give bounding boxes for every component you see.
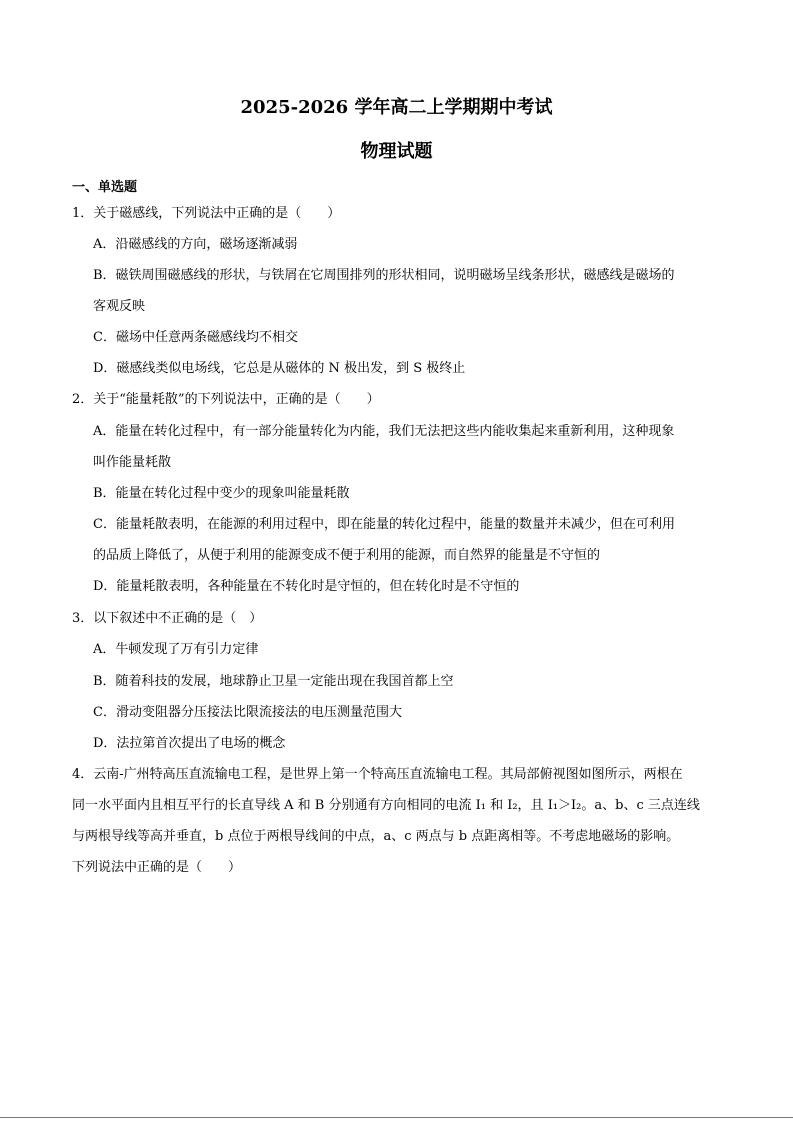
question-1-option-d: D．磁感线类似电场线，它总是从磁体的 N 极出发，到 S 极终止 xyxy=(93,361,466,376)
question-1-option-c: C．磁场中任意两条磁感线均不相交 xyxy=(93,330,298,345)
question-2-option-d: D．能量耗散表明，各种能量在不转化时是守恒的，但在转化时是不守恒的 xyxy=(93,579,520,594)
question-1-stem: 1．关于磁感线，下列说法中正确的是（ ） xyxy=(72,206,341,221)
question-2-option-c: C．能量耗散表明，在能源的利用过程中，即在能量的转化过程中，能量的数量并未减少，但在可利用 xyxy=(93,517,675,532)
question-4-line-4: 下列说法中正确的是（ ） xyxy=(72,860,242,875)
question-2-option-a-continued: 叫作能量耗散 xyxy=(93,455,172,470)
question-2-option-b: B．能量在转化过程中变少的现象叫能量耗散 xyxy=(93,486,350,501)
page-bottom-rule xyxy=(0,1117,793,1118)
question-3-option-a: A．牛顿发现了万有引力定律 xyxy=(93,642,259,657)
question-1-option-b: B．磁铁周围磁感线的形状，与铁屑在它周围排列的形状相同，说明磁场呈线条形状，磁感线是磁场的 xyxy=(93,268,675,283)
question-3-stem: 3．以下叙述中不正确的是（ ） xyxy=(72,611,263,626)
question-4-line-2: 同一水平面内且相互平行的长直导线 A 和 B 分别通有方向相同的电流 I₁ 和 I₂，且 I₁＞I₂。a、b、c 三点连线 xyxy=(72,798,700,813)
question-1-option-b-continued: 客观反映 xyxy=(93,299,146,314)
question-4-line-3: 与两根导线等高并垂直，b 点位于两根导线间的中点，a、c 两点与 b 点距离相等。不考虑地磁场的影响。 xyxy=(72,829,680,844)
question-3-option-b: B．随着科技的发展，地球静止卫星一定能出现在我国首都上空 xyxy=(93,674,454,689)
question-1-option-a: A．沿磁感线的方向，磁场逐渐减弱 xyxy=(93,237,298,252)
question-2-option-a: A．能量在转化过程中，有一部分能量转化为内能，我们无法把这些内能收集起来重新利用，这种现象 xyxy=(93,424,675,439)
exam-subtitle: 物理试题 xyxy=(360,141,433,162)
exam-title: 2025-2026 学年高二上学期期中考试 xyxy=(240,97,553,118)
question-3-option-c: C．滑动变阻器分压接法比限流接法的电压测量范围大 xyxy=(93,705,402,720)
section-heading: 一、单选题 xyxy=(72,180,138,195)
question-2-option-c-continued: 的品质上降低了，从便于利用的能源变成不便于利用的能源，而自然界的能量是不守恒的 xyxy=(93,548,601,563)
question-2-stem: 2．关于“能量耗散”的下列说法中，正确的是（ ） xyxy=(72,392,380,407)
question-3-option-d: D．法拉第首次提出了电场的概念 xyxy=(93,736,286,751)
question-4-line-1: 4．云南-广州特高压直流输电工程，是世界上第一个特高压直流输电工程。其局部俯视图如图所示，两根在 xyxy=(72,767,683,782)
